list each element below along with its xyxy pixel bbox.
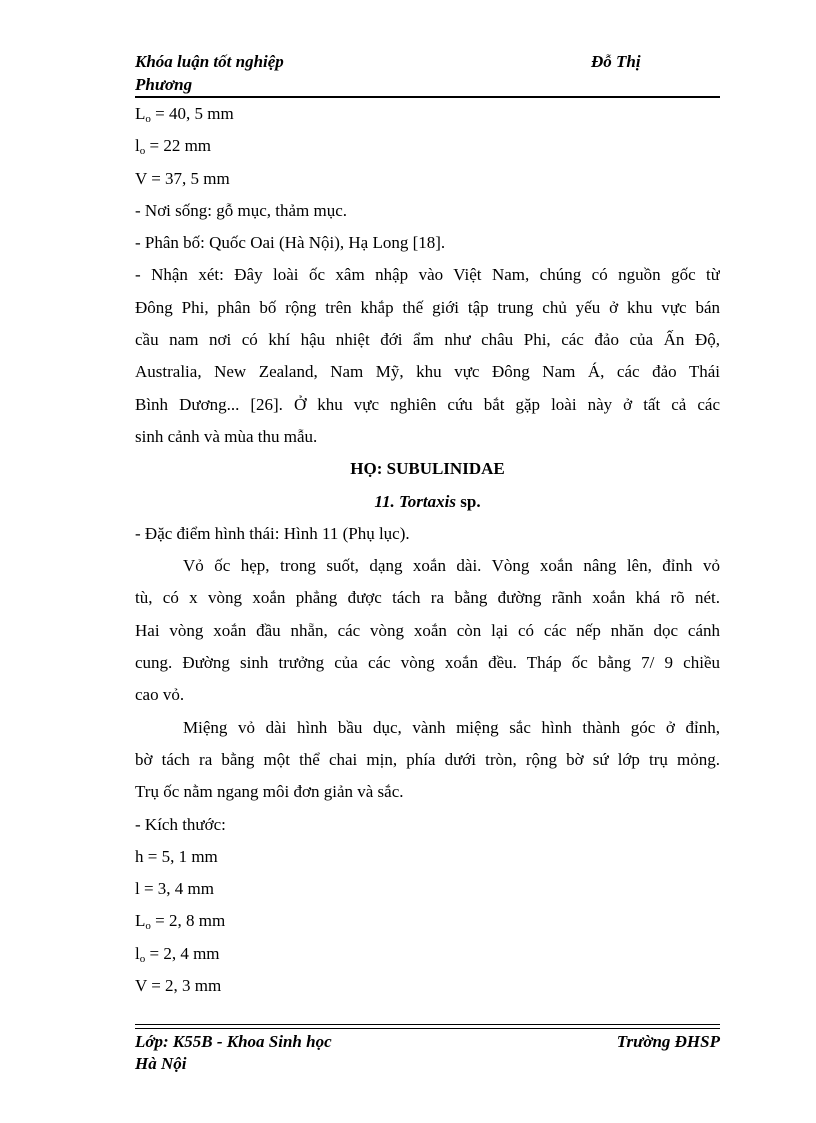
family-heading: HỌ: SUBULINIDAE bbox=[350, 459, 505, 479]
shell-paragraph-line: cao vỏ. bbox=[135, 685, 185, 705]
header-author-cont: Phương bbox=[135, 75, 193, 94]
aperture-paragraph-line: Trụ ốc nằm ngang môi đơn giản và sắc. bbox=[135, 782, 404, 802]
size-Lo: $L_o = 2$, 8 mm bbox=[135, 911, 226, 933]
measurement-Lo: $L_o = 40$, 5 mm bbox=[135, 104, 234, 125]
size-V: V = 2, 3 mm bbox=[135, 976, 222, 996]
measurement-lo: $l_o = 22$ mm bbox=[135, 136, 212, 158]
header-author: Đỗ Thị bbox=[591, 52, 641, 71]
aperture-paragraph-line: Miệng vỏ dài hình bầu dục, vành miệng sắc hình thành góc ở đỉnh, bbox=[183, 717, 720, 737]
shell-paragraph-line: Vỏ ốc hẹp, trong suốt, dạng xoắn dài. Vòng xoắn nâng lên, đỉnh vỏ bbox=[183, 556, 720, 576]
page-body bbox=[135, 98, 720, 1002]
shell-paragraph-line: Hai vòng xoắn đầu nhẵn, các vòng xoắn còn lại có các nếp nhăn dọc cánh bbox=[135, 620, 720, 640]
footer-city: Hà Nội bbox=[135, 1054, 187, 1073]
distribution-line: - Phân bố: Quốc Oai (Hà Nội), Hạ Long [18]. bbox=[135, 233, 446, 253]
size-l: l = 3, 4 mm bbox=[135, 879, 215, 899]
habitat-line: - Nơi sống: gỗ mục, thảm mục. bbox=[135, 200, 348, 220]
footer-school: Trường ĐHSP bbox=[616, 1032, 720, 1051]
page-header bbox=[135, 50, 720, 98]
shell-paragraph-line: cung. Đường sinh trưởng của các vòng xoắn đều. Tháp ốc bằng 7/ 9 chiều bbox=[135, 653, 720, 673]
morphology-label: - Đặc điểm hình thái: Hình 11 (Phụ lục). bbox=[135, 523, 410, 543]
species-heading: 11. Tortaxis sp. bbox=[374, 491, 481, 511]
aperture-paragraph-line: bờ tách ra bằng một thể chai mịn, phía dưới tròn, rộng bờ sứ lớp trụ mỏng. bbox=[135, 749, 720, 769]
remark-line: Australia, New Zealand, Nam Mỹ, khu vực Đông Nam Á, các đảo Thái bbox=[135, 362, 720, 382]
shell-paragraph-line: tù, có x vòng xoắn phẳng được tách ra bằng đường rãnh xoắn khá rõ nét. bbox=[135, 588, 720, 608]
size-label: - Kích thước: bbox=[135, 814, 226, 834]
remark-line: Bình Dương... [26]. Ở khu vực nghiên cứu bắt gặp loài này ở tất cả các bbox=[135, 394, 720, 414]
remark-line: sinh cảnh và mùa thu mẫu. bbox=[135, 426, 318, 446]
remark-line: - Nhận xét: Đây loài ốc xâm nhập vào Việt Nam, chúng có nguồn gốc từ bbox=[135, 265, 720, 285]
size-lo: $l_o = 2$, 4 mm bbox=[135, 943, 220, 965]
page-footer bbox=[135, 1030, 720, 1080]
footer-class: Lớp: K55B - Khoa Sinh học bbox=[135, 1032, 332, 1051]
size-h: h = 5, 1 mm bbox=[135, 846, 218, 866]
footer-rule-double bbox=[135, 1028, 720, 1029]
measurement-V: V = 37, 5 mm bbox=[135, 168, 230, 188]
remark-line: cầu nam nơi có khí hậu nhiệt đới ẩm như châu Phi, các đảo của Ấn Độ, bbox=[135, 330, 720, 350]
remark-line: Đông Phi, phân bố rộng trên khắp thế giới tập trung chủ yếu ở khu vực bán bbox=[135, 297, 720, 317]
footer-rule bbox=[135, 1024, 720, 1025]
header-thesis-title: Khóa luận tốt nghiệp bbox=[135, 52, 284, 71]
